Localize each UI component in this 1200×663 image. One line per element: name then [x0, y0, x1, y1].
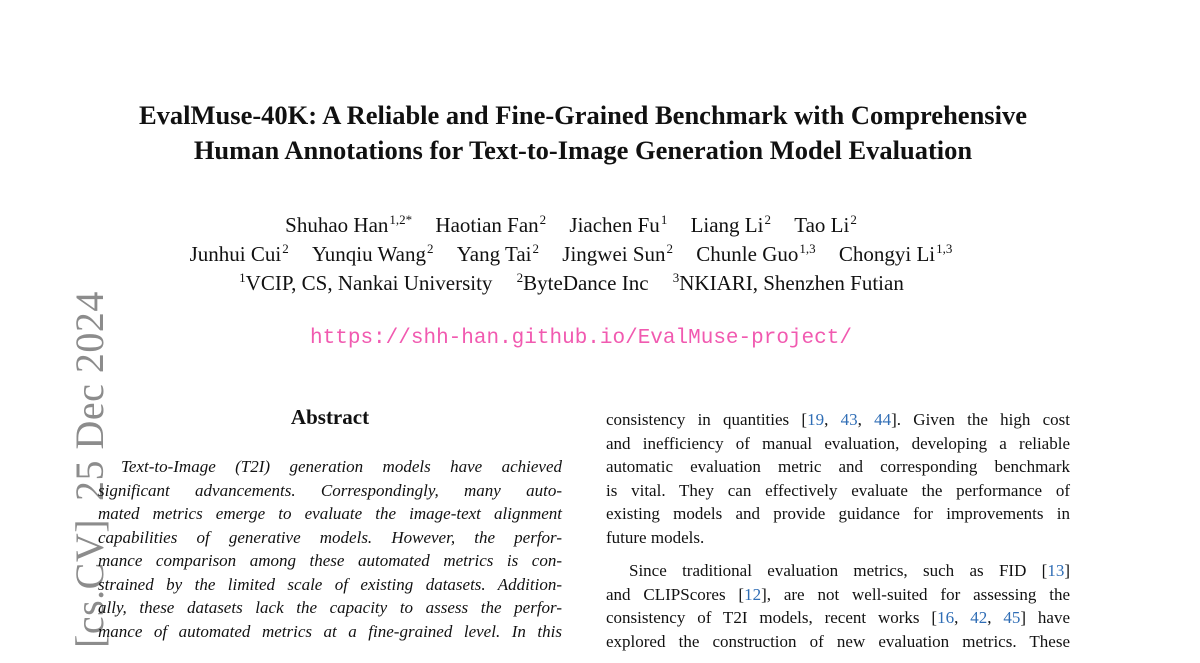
affiliation: $^2$ByteDance Inc: [516, 270, 649, 295]
abstract-heading: Abstract: [290, 405, 370, 429]
abstract-line: strained by the limited scale of existing datasets. Addition-: [98, 574, 562, 594]
abstract-line: ally, these datasets lack the capacity to assess the perfor-: [98, 598, 562, 617]
body-line: consistency of T2I models, recent works [16, 42, 45] have: [606, 608, 1071, 627]
arxiv-date: 25 Dec 2024: [67, 291, 112, 501]
arxiv-category: [cs.CV]: [67, 518, 112, 648]
author: Chunle Guo$^{1,3}$: [696, 241, 816, 266]
citation-link[interactable]: 16: [937, 608, 955, 627]
project-url-link[interactable]: https://shh-han.github.io/EvalMuse-project/: [310, 327, 852, 350]
body-line: existing models and provide guidance for improvements in: [606, 504, 1070, 523]
author: Junhui Cui$^2$: [189, 241, 289, 266]
body-line: Since traditional evaluation metrics, such as FID [13]: [629, 561, 1070, 580]
citation-link[interactable]: 12: [744, 584, 762, 604]
paper-title-line-2: Human Annotations for Text-to-Image Generation Model Evaluation: [193, 135, 973, 165]
author: Yunqiu Wang$^2$: [311, 241, 434, 266]
citation-link[interactable]: 45: [1003, 608, 1021, 627]
citation-link[interactable]: 42: [970, 608, 988, 627]
citation-link[interactable]: 44: [874, 410, 892, 429]
paper-title: [0, 98, 1166, 168]
author: Jiachen Fu$^1$: [569, 212, 668, 237]
body-line: explored the construction of new evaluation metrics. These: [606, 631, 1070, 651]
abstract-line: mated metrics emerge to evaluate the image-text alignment: [98, 504, 562, 523]
body-line: and CLIPScores [12], are not well-suited for assessing the: [606, 584, 1070, 604]
author-line-2: [0, 240, 1142, 269]
citation-link[interactable]: 13: [1047, 561, 1065, 580]
author: Shuhao Han$^{1,2*}$: [285, 212, 413, 237]
affiliation: $^1$VCIP, CS, Nankai University: [239, 270, 493, 295]
abstract-line: significant advancements. Correspondingly, many auto-: [98, 480, 562, 500]
affiliation-line: [0, 269, 1142, 298]
author: Yang Tai$^2$: [456, 241, 540, 266]
intro-column: [606, 408, 1070, 663]
arxiv-side-stamp: [26, 291, 112, 648]
body-line: future models.: [606, 527, 705, 547]
abstract-line: capabilities of generative models. However, the perfor-: [98, 527, 562, 547]
citation-link[interactable]: 43: [840, 410, 858, 429]
citation-link[interactable]: 19: [807, 410, 825, 429]
body-line: is vital. They can effectively evaluate the performance of: [606, 480, 1070, 500]
body-line: and inefficiency of manual evaluation, developing a reliable: [606, 433, 1070, 453]
author: Chongyi Li$^{1,3}$: [838, 241, 953, 266]
abstract-text: [98, 455, 562, 643]
author: Tao Li$^2$: [794, 212, 857, 237]
author: Haotian Fan$^2$: [435, 212, 547, 237]
author: Jingwei Sun$^2$: [562, 241, 674, 266]
abstract-line: mance of automated metrics at a fine-grained level. In this: [98, 621, 562, 641]
paper-title-line-1: EvalMuse-40K: A Reliable and Fine-Grained Benchmark with Comprehensive: [138, 100, 1027, 130]
intro-paragraph-2: [606, 559, 1070, 653]
author: Liang Li$^2$: [690, 212, 771, 237]
abstract-line: Text-to-Image (T2I) generation models have achieved: [121, 457, 562, 476]
author-line-1: [0, 211, 1142, 240]
author-block: [0, 211, 1142, 298]
intro-paragraph-1: [606, 408, 1070, 549]
body-line: automatic evaluation metric and corresponding benchmark: [606, 457, 1070, 476]
body-line: consistency in quantities [19, 43, 44]. Given the high cost: [606, 410, 1070, 429]
abstract-line: mance comparison among these automated metrics is con-: [98, 551, 562, 570]
affiliation: $^3$NKIARI, Shenzhen Futian: [672, 270, 904, 295]
